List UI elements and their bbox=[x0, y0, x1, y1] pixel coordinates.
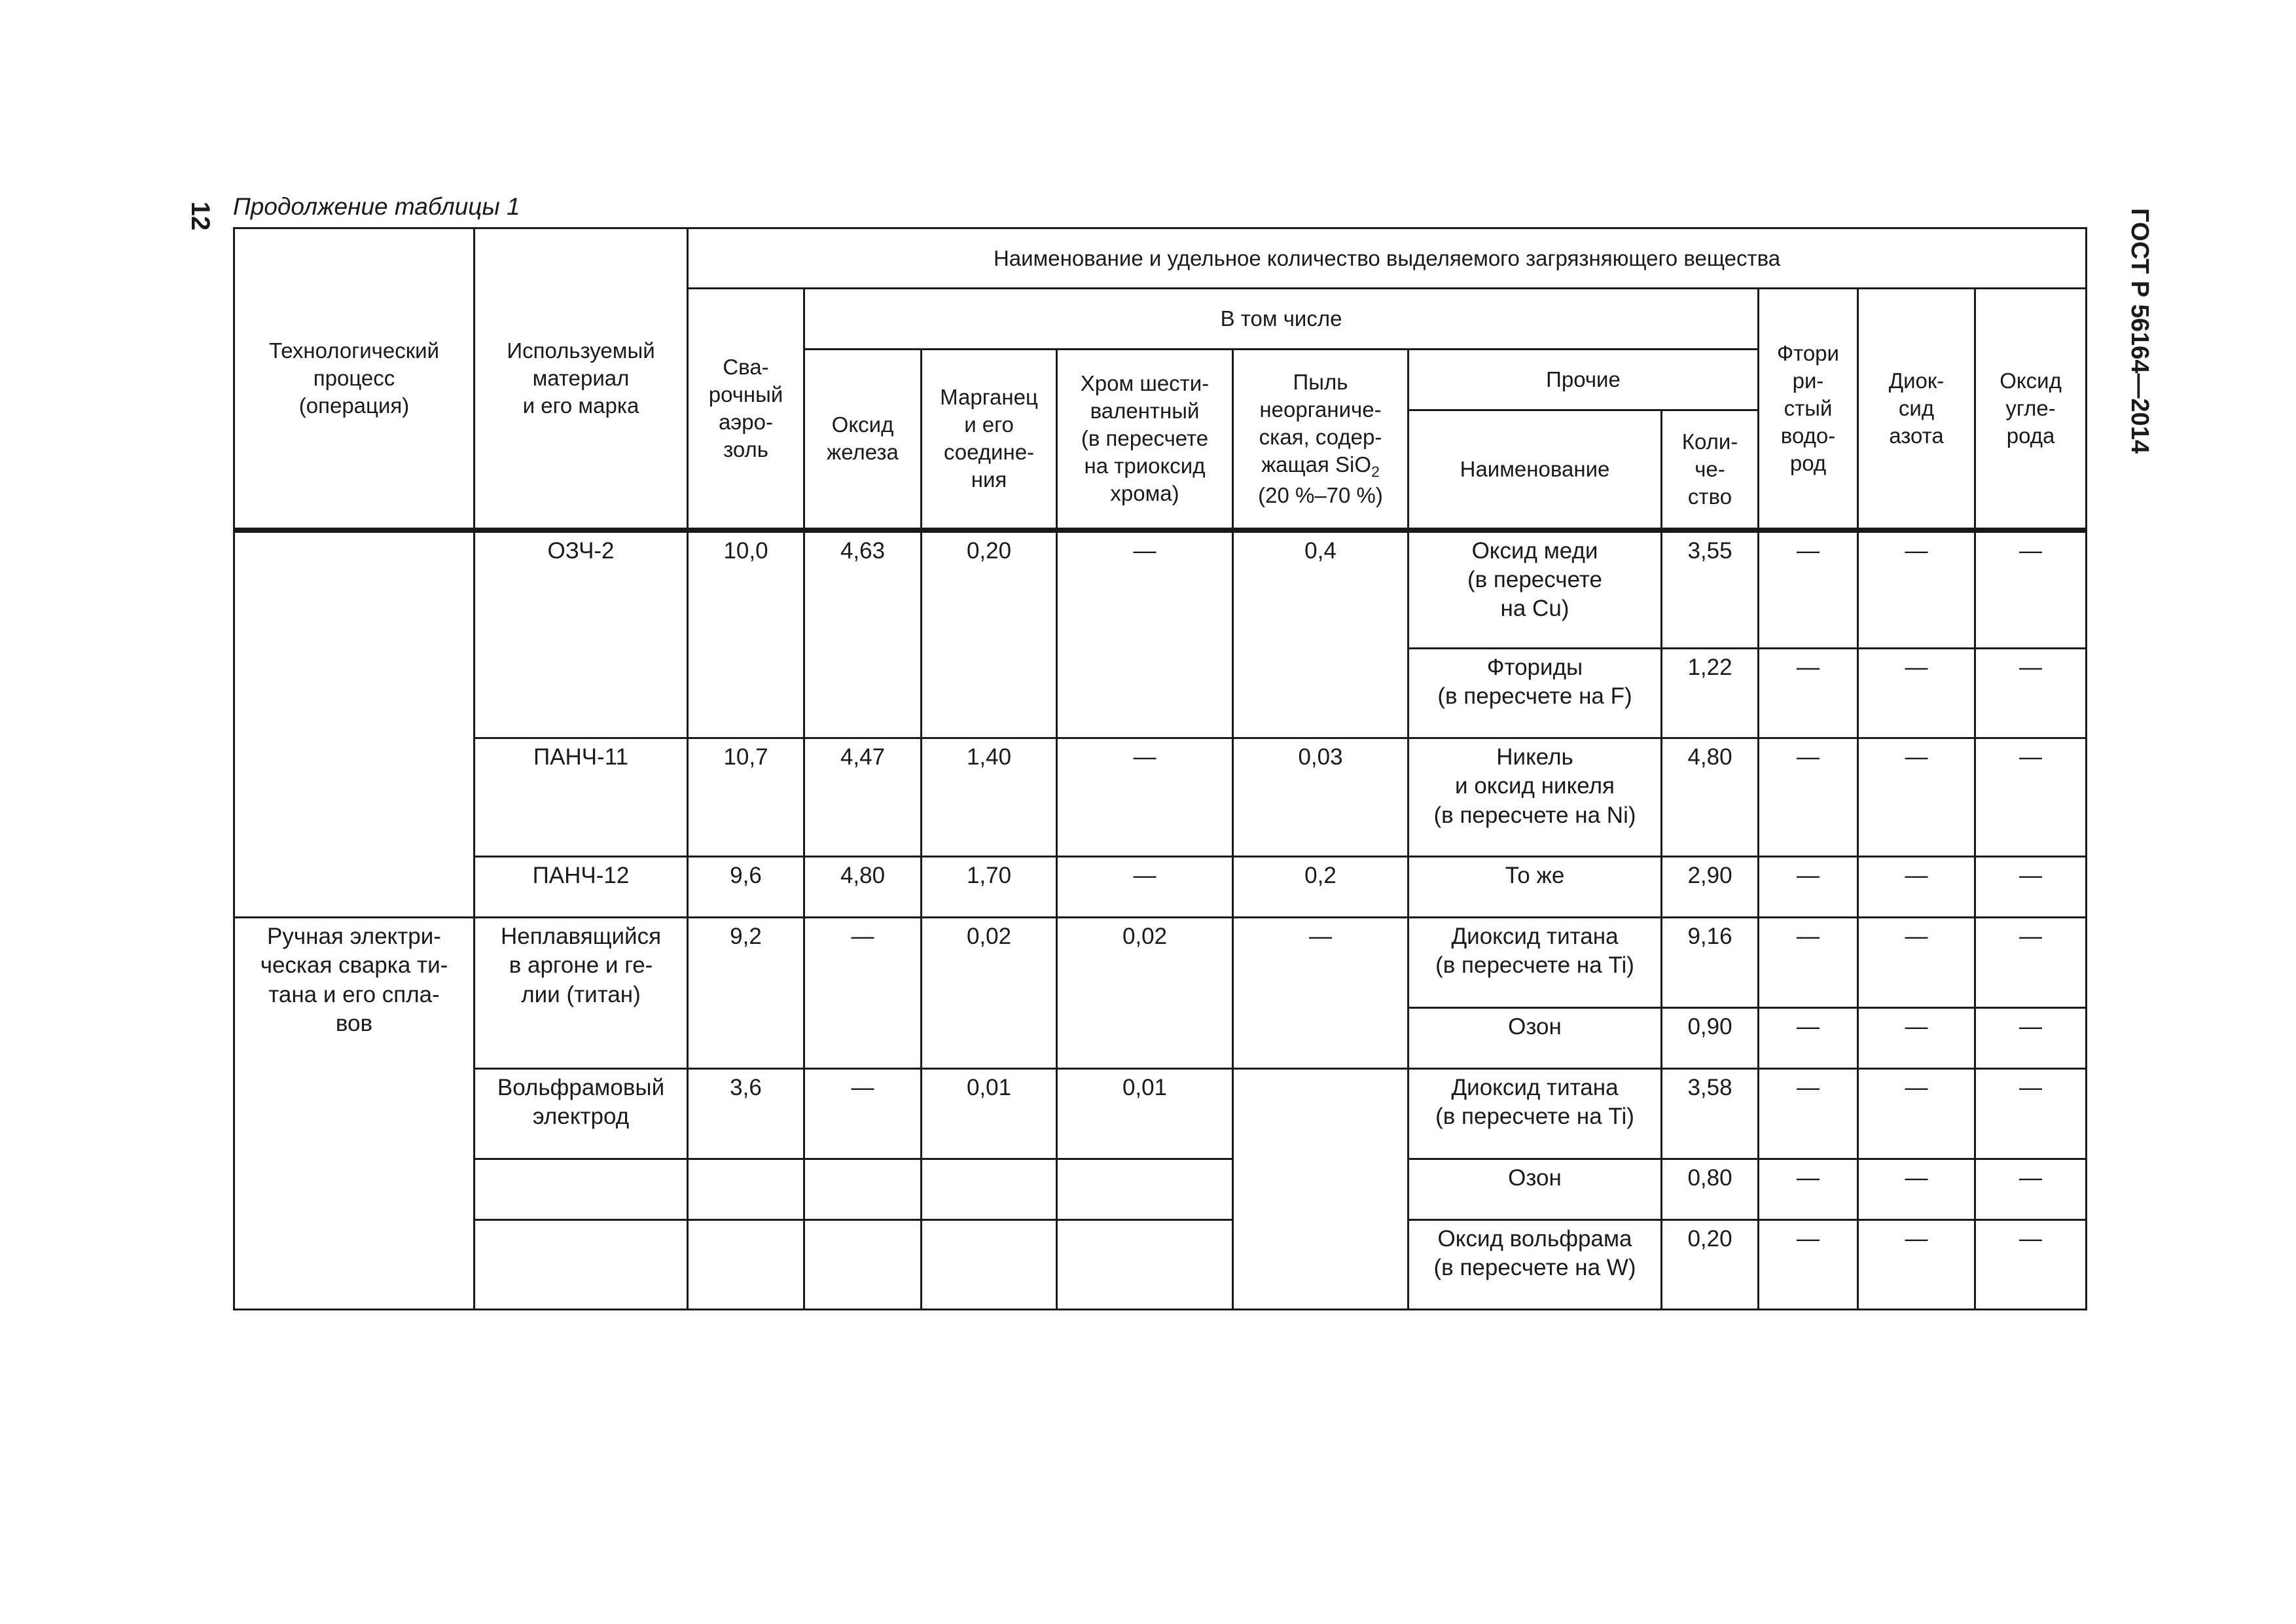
cell-no2: — bbox=[1858, 857, 1975, 918]
cell-co: — bbox=[1975, 1008, 2087, 1069]
cell-dust: 0,03 bbox=[1233, 738, 1408, 857]
cell-hf: — bbox=[1759, 1159, 1858, 1220]
cell-co: — bbox=[1975, 530, 2087, 649]
cell-other-qty: 9,16 bbox=[1662, 918, 1759, 1008]
cell-aerosol bbox=[688, 1159, 804, 1220]
header-dust-sub: 2 bbox=[1371, 463, 1380, 480]
header-co: Оксид угле- рода bbox=[1975, 289, 2087, 530]
cell-other-name: Диоксид титана (в пересчете на Ti) bbox=[1408, 1069, 1662, 1159]
cell-manganese bbox=[922, 1159, 1057, 1220]
header-dust bbox=[1233, 350, 1408, 530]
cell-material: Вольфрамовый электрод bbox=[475, 1069, 688, 1159]
table-row bbox=[234, 857, 2087, 918]
cell-co: — bbox=[1975, 738, 2087, 857]
table-row bbox=[234, 738, 2087, 857]
cell-iron bbox=[804, 1220, 922, 1310]
cell-material: ПАНЧ-11 bbox=[475, 738, 688, 857]
cell-chrome: — bbox=[1057, 857, 1233, 918]
cell-no2: — bbox=[1858, 649, 1975, 738]
table-row bbox=[234, 1159, 2087, 1220]
cell-co: — bbox=[1975, 1220, 2087, 1310]
table-row bbox=[234, 918, 2087, 1008]
header-other: Прочие bbox=[1408, 350, 1759, 410]
cell-other-qty: 0,90 bbox=[1662, 1008, 1759, 1069]
cell-other-qty: 1,22 bbox=[1662, 649, 1759, 738]
header-hf: Фтори ри- стый водо- род bbox=[1759, 289, 1858, 530]
table-row bbox=[234, 1220, 2087, 1310]
cell-aerosol: 9,2 bbox=[688, 918, 804, 1069]
cell-iron: 4,63 bbox=[804, 530, 922, 738]
cell-aerosol: 10,0 bbox=[688, 530, 804, 738]
cell-hf: — bbox=[1759, 530, 1858, 649]
cell-manganese bbox=[922, 1220, 1057, 1310]
cell-iron bbox=[804, 1159, 922, 1220]
cell-other-name: Озон bbox=[1408, 1008, 1662, 1069]
cell-iron: — bbox=[804, 918, 922, 1069]
cell-hf: — bbox=[1759, 649, 1858, 738]
cell-chrome: — bbox=[1057, 530, 1233, 738]
cell-other-qty: 4,80 bbox=[1662, 738, 1759, 857]
cell-aerosol: 10,7 bbox=[688, 738, 804, 857]
cell-chrome: 0,02 bbox=[1057, 918, 1233, 1069]
header-material: Используемый материал и его марка bbox=[475, 228, 688, 530]
cell-other-qty: 3,55 bbox=[1662, 530, 1759, 649]
cell-other-name: Диоксид титана (в пересчете на Ti) bbox=[1408, 918, 1662, 1008]
cell-manganese: 1,70 bbox=[922, 857, 1057, 918]
cell-manganese: 0,20 bbox=[922, 530, 1057, 738]
header-including: В том числе bbox=[804, 289, 1759, 350]
cell-co: — bbox=[1975, 649, 2087, 738]
cell-no2: — bbox=[1858, 1069, 1975, 1159]
cell-other-name: То же bbox=[1408, 857, 1662, 918]
cell-material: ПАНЧ-12 bbox=[475, 857, 688, 918]
cell-hf: — bbox=[1759, 1220, 1858, 1310]
header-aerosol: Сва- рочный аэро- золь bbox=[688, 289, 804, 530]
cell-other-name: Никель и оксид никеля (в пересчете на Ni) bbox=[1408, 738, 1662, 857]
cell-co: — bbox=[1975, 1159, 2087, 1220]
header-dust-b: (20 %–70 %) bbox=[1258, 482, 1383, 507]
cell-other-name: Оксид меди (в пересчете на Cu) bbox=[1408, 530, 1662, 649]
cell-iron: 4,80 bbox=[804, 857, 922, 918]
cell-material: ОЗЧ-2 bbox=[475, 530, 688, 738]
cell-other-qty: 2,90 bbox=[1662, 857, 1759, 918]
document-code-text: ГОСТ Р 56164—2014 bbox=[2125, 208, 2153, 454]
cell-material: Неплавящийся в аргоне и ге- лии (титан) bbox=[475, 918, 688, 1069]
cell-material bbox=[475, 1159, 688, 1220]
cell-other-name: Озон bbox=[1408, 1159, 1662, 1220]
cell-chrome: — bbox=[1057, 738, 1233, 857]
cell-chrome bbox=[1057, 1220, 1233, 1310]
cell-hf: — bbox=[1759, 1069, 1858, 1159]
cell-chrome bbox=[1057, 1159, 1233, 1220]
cell-manganese: 0,02 bbox=[922, 918, 1057, 1069]
cell-other-name: Фториды (в пересчете на F) bbox=[1408, 649, 1662, 738]
cell-aerosol: 3,6 bbox=[688, 1069, 804, 1159]
cell-no2: — bbox=[1858, 530, 1975, 649]
cell-no2: — bbox=[1858, 918, 1975, 1008]
header-other-name: Наименование bbox=[1408, 410, 1662, 530]
table-caption: Продолжение таблицы 1 bbox=[233, 193, 520, 220]
cell-dust: — bbox=[1233, 918, 1408, 1069]
cell-material bbox=[475, 1220, 688, 1310]
cell-other-qty: 3,58 bbox=[1662, 1069, 1759, 1159]
cell-chrome: 0,01 bbox=[1057, 1069, 1233, 1159]
cell-no2: — bbox=[1858, 1159, 1975, 1220]
header-process: Технологический процесс (операция) bbox=[234, 228, 475, 530]
cell-no2: — bbox=[1858, 1008, 1975, 1069]
header-manganese: Марганец и его соедине- ния bbox=[922, 350, 1057, 530]
cell-hf: — bbox=[1759, 1008, 1858, 1069]
emissions-table bbox=[233, 227, 2087, 1310]
table-row bbox=[234, 1069, 2087, 1159]
header-other-qty: Коли- че- ство bbox=[1662, 410, 1759, 530]
cell-co: — bbox=[1975, 918, 2087, 1008]
cell-aerosol: 9,6 bbox=[688, 857, 804, 918]
header-iron: Оксид железа bbox=[804, 350, 922, 530]
cell-dust: 0,4 bbox=[1233, 530, 1408, 738]
page-number: 12 bbox=[186, 201, 215, 231]
cell-other-name: Оксид вольфрама (в пересчете на W) bbox=[1408, 1220, 1662, 1310]
cell-other-qty: 0,80 bbox=[1662, 1159, 1759, 1220]
cell-co: — bbox=[1975, 857, 2087, 918]
cell-hf: — bbox=[1759, 918, 1858, 1008]
header-chrome: Хром шести- валентный (в пересчете на триоксид хрома) bbox=[1057, 350, 1233, 530]
cell-no2: — bbox=[1858, 738, 1975, 857]
cell-other-qty: 0,20 bbox=[1662, 1220, 1759, 1310]
cell-dust bbox=[1233, 1069, 1408, 1310]
table-row bbox=[234, 530, 2087, 649]
cell-manganese: 1,40 bbox=[922, 738, 1057, 857]
header-dust-a: Пыль неорганиче- ская, содер- жащая SiO bbox=[1259, 369, 1382, 477]
cell-iron: 4,47 bbox=[804, 738, 922, 857]
cell-no2: — bbox=[1858, 1220, 1975, 1310]
cell-manganese: 0,01 bbox=[922, 1069, 1057, 1159]
cell-aerosol bbox=[688, 1220, 804, 1310]
header-group: Наименование и удельное количество выделяемого загрязняющего вещества bbox=[688, 228, 2087, 289]
cell-iron: — bbox=[804, 1069, 922, 1159]
cell-dust: 0,2 bbox=[1233, 857, 1408, 918]
cell-process bbox=[234, 530, 475, 918]
header-no2: Диок- сид азота bbox=[1858, 289, 1975, 530]
cell-co: — bbox=[1975, 1069, 2087, 1159]
cell-hf: — bbox=[1759, 857, 1858, 918]
cell-process: Ручная электри- ческая сварка ти- тана и его спла- вов bbox=[234, 918, 475, 1310]
cell-hf: — bbox=[1759, 738, 1858, 857]
document-code bbox=[2119, 190, 2159, 471]
